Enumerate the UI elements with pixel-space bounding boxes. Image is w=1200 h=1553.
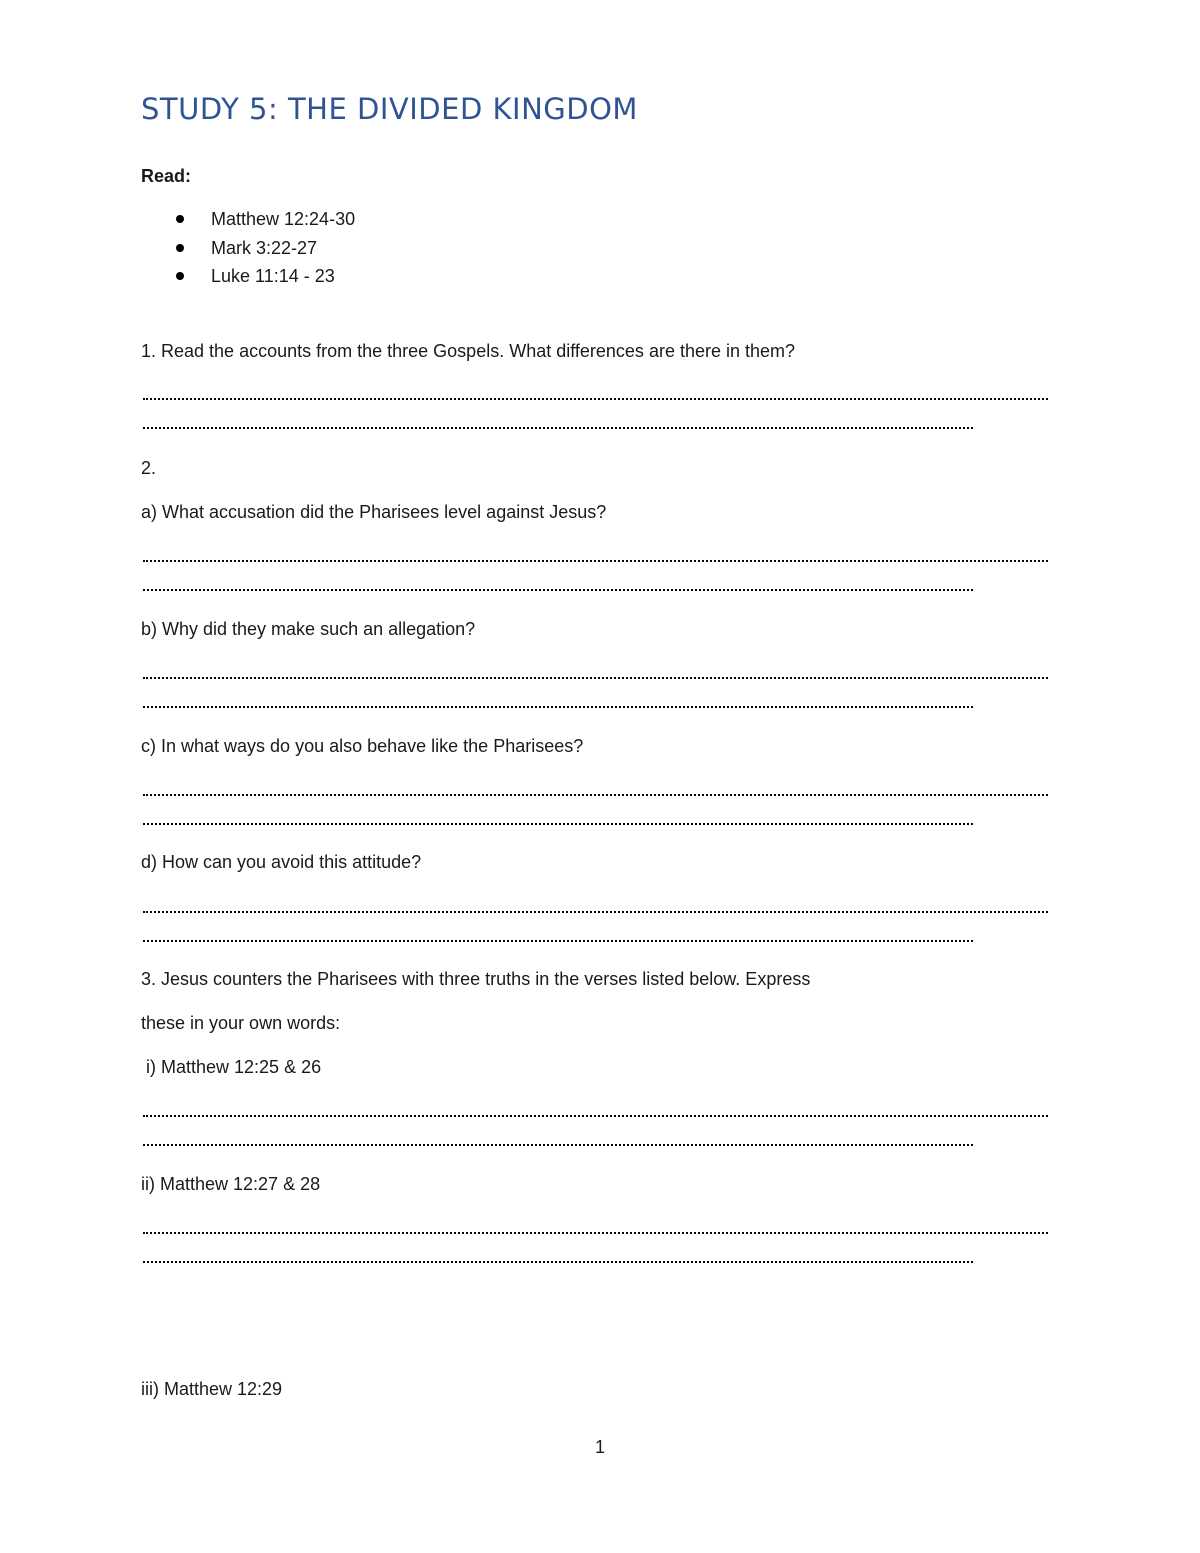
answer-line[interactable] <box>143 589 973 591</box>
read-label: Read: <box>141 166 192 186</box>
answer-line[interactable] <box>143 823 973 825</box>
list-item <box>141 237 355 266</box>
question-2a: a) What accusation did the Pharisees level against Jesus? <box>141 502 607 522</box>
reading-text: Matthew 12:24-30 <box>211 209 356 229</box>
answer-line[interactable] <box>143 794 1048 796</box>
answer-line[interactable] <box>143 706 973 708</box>
question-2c: c) In what ways do you also behave like the Pharisees? <box>141 736 584 756</box>
question-2b: b) Why did they make such an allegation? <box>141 619 476 639</box>
reading-text: Mark 3:22-27 <box>211 237 318 258</box>
answer-line[interactable] <box>143 427 973 429</box>
question-3: 3. Jesus counters the Pharisees with three truths in the verses listed below. Express <box>141 969 811 989</box>
question-3i: i) Matthew 12:25 & 26 <box>141 1057 322 1077</box>
bullet-icon <box>176 272 184 280</box>
answer-line[interactable] <box>143 560 1048 562</box>
answer-line[interactable] <box>143 1115 1048 1117</box>
bullet-icon <box>176 244 184 252</box>
readings-list <box>141 208 355 294</box>
answer-line[interactable] <box>143 1261 973 1263</box>
question-2d: d) How can you avoid this attitude? <box>141 852 422 872</box>
answer-line[interactable] <box>143 1232 1048 1234</box>
page-number: 1 <box>594 1437 605 1457</box>
answer-line[interactable] <box>143 911 1048 913</box>
answer-line[interactable] <box>143 398 1048 400</box>
question-2: 2. <box>141 458 157 478</box>
question-3iii: iii) Matthew 12:29 <box>141 1379 283 1399</box>
list-item <box>141 265 355 294</box>
list-item <box>141 208 355 237</box>
bullet-icon <box>176 215 184 223</box>
answer-line[interactable] <box>143 1144 973 1146</box>
answer-line[interactable] <box>143 940 973 942</box>
question-3ii: ii) Matthew 12:27 & 28 <box>141 1174 321 1194</box>
reading-text: Luke 11:14 - 23 <box>211 266 335 286</box>
answer-line[interactable] <box>143 677 1048 679</box>
question-1: 1. Read the accounts from the three Gospels. What differences are there in them? <box>141 341 796 361</box>
question-3-continued: these in your own words: <box>141 1013 341 1033</box>
page-title: STUDY 5: THE DIVIDED KINGDOM <box>141 92 638 126</box>
